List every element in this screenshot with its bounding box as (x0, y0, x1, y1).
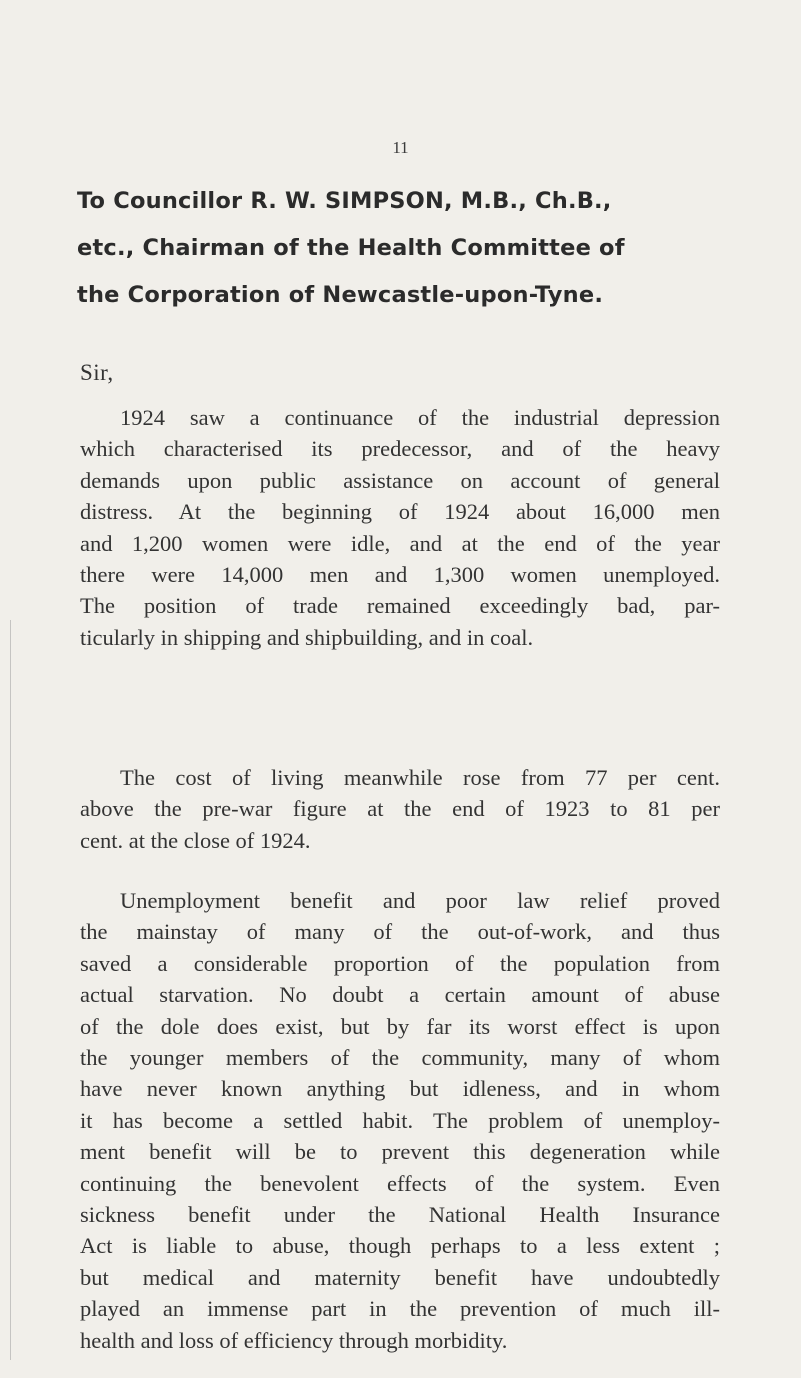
text-line: it has become a settled habit. The problem of unemploy- (80, 1107, 720, 1133)
heading-line: To Councillor R. W. SIMPSON, M.B., Ch.B., (77, 188, 612, 214)
text-line: demands upon public assistance on account of general (80, 467, 720, 493)
heading-line: the Corporation of Newcastle-upon-Tyne. (77, 282, 604, 308)
text-line: played an immense part in the prevention of much ill- (80, 1296, 720, 1322)
text-line: the mainstay of many of the out-of-work, and thus (80, 919, 720, 945)
paragraph-1 (80, 402, 720, 653)
text-line: continuing the benevolent effects of the system. Even (80, 1170, 720, 1196)
text-line: above the pre-war figure at the end of 1923 to 81 per (80, 796, 720, 822)
heading-line: etc., Chairman of the Health Committee of (77, 235, 625, 261)
page-number: 11 (392, 138, 409, 157)
text-line: sickness benefit under the National Health Insurance (80, 1202, 720, 1228)
text-line: the younger members of the community, many of whom (80, 1045, 720, 1071)
paragraph-2 (80, 762, 720, 856)
text-line: and 1,200 women were idle, and at the end of the year (80, 530, 720, 556)
text-line: have never known anything but idleness, and in whom (80, 1076, 720, 1102)
text-line: actual starvation. No doubt a certain amount of abuse (80, 982, 720, 1008)
text-line: ticularly in shipping and shipbuilding, and in coal. (80, 624, 534, 650)
text-line: of the dole does exist, but by far its worst effect is upon (80, 1013, 720, 1039)
text-line: ment benefit will be to prevent this degeneration while (80, 1139, 720, 1165)
paragraph-3 (80, 885, 720, 1356)
text-line: saved a considerable proportion of the population from (80, 950, 720, 976)
letter-heading (77, 178, 757, 319)
text-line: which characterised its predecessor, and of the heavy (80, 436, 720, 462)
text-line: but medical and maternity benefit have undoubtedly (80, 1264, 720, 1290)
scan-edge-line (10, 620, 11, 1360)
text-line: health and loss of efficiency through morbidity. (80, 1327, 508, 1353)
text-line: Act is liable to abuse, though perhaps to a less extent ; (80, 1233, 720, 1259)
text-line: The position of trade remained exceedingly bad, par- (80, 593, 720, 619)
text-line: there were 14,000 men and 1,300 women unemployed. (80, 562, 720, 588)
text-line: The cost of living meanwhile rose from 77 per cent. (120, 765, 720, 790)
text-line: 1924 saw a continuance of the industrial depression (120, 405, 720, 430)
salutation: Sir, (80, 360, 114, 385)
text-line: Unemployment benefit and poor law relief proved (120, 888, 720, 913)
text-line: cent. at the close of 1924. (80, 827, 311, 853)
text-line: distress. At the beginning of 1924 about 16,000 men (80, 499, 720, 525)
